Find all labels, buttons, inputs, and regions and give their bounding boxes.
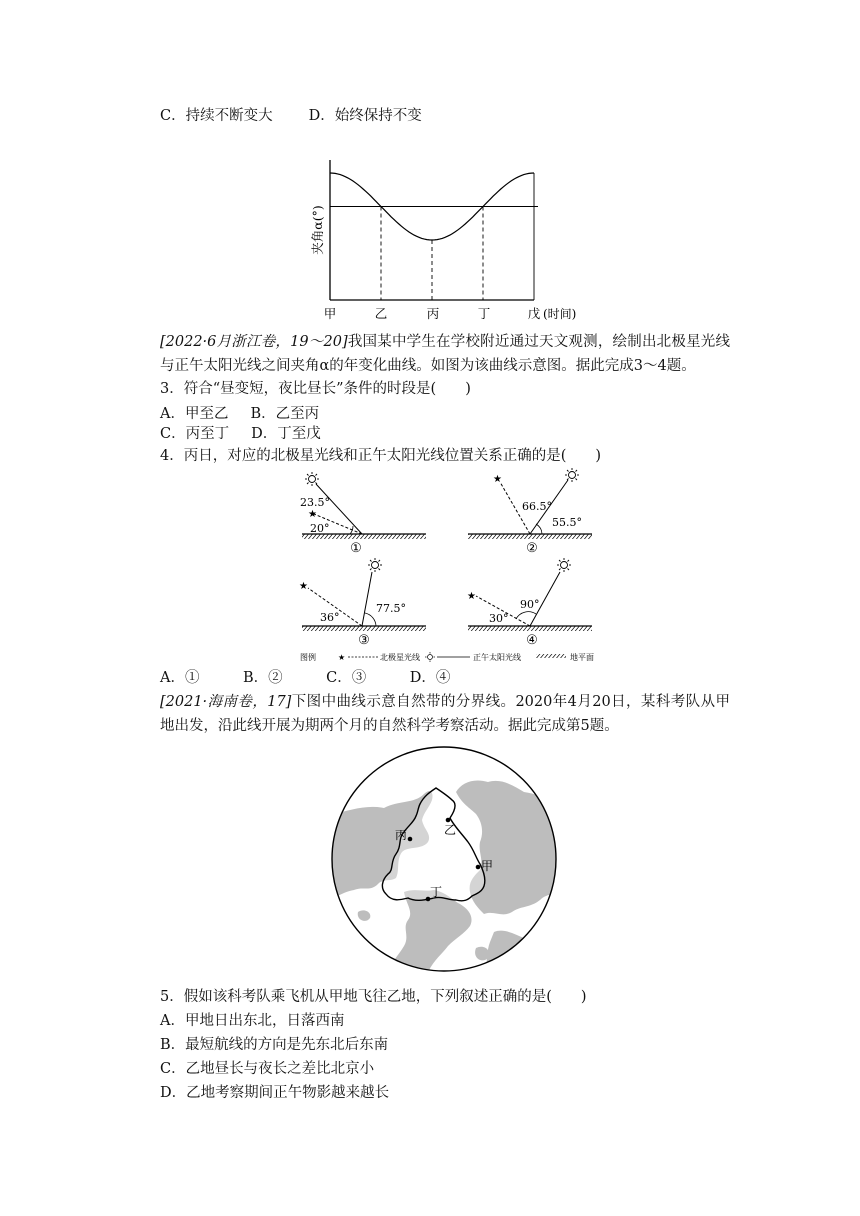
point-yi <box>446 818 451 823</box>
ground-3 <box>302 626 426 631</box>
island <box>358 910 371 920</box>
y-axis-label: 夹角α(°) <box>310 205 325 255</box>
angle-label-2a: 66.5° <box>522 500 552 513</box>
x-tick-label-0: 甲 <box>323 306 337 321</box>
q2-option-c: C．持续不断变大 <box>160 108 273 124</box>
island <box>475 947 489 961</box>
sun-icon <box>425 652 435 662</box>
star-icon: ★ <box>299 581 308 592</box>
legend <box>300 652 594 662</box>
diagram-1 <box>300 472 426 556</box>
diagram-number-4: ④ <box>526 633 538 648</box>
legend-title: 图例 <box>300 653 316 662</box>
angle-label-4b: 90° <box>520 598 540 611</box>
x-tick-label-1: 乙 <box>374 306 388 321</box>
intro-5-source: [2021·海南卷，17] <box>160 694 292 710</box>
q5-option-c: C．乙地昼长与夜长之差比北京小 <box>160 1061 375 1077</box>
star-icon: ★ <box>493 474 502 485</box>
alpha-chart <box>300 150 590 325</box>
label-yi: 乙 <box>444 823 457 837</box>
sun-ray-3 <box>362 572 372 626</box>
landmass <box>484 931 550 977</box>
diagram-4 <box>467 558 592 648</box>
legend-sun: 正午太阳光线 <box>473 653 521 662</box>
intro-3-4-source: [2022·6月浙江卷，19～20] <box>160 334 348 350</box>
diagram-3 <box>299 558 426 648</box>
intro-3-4-text: 我国某中学生在学校附近通过天文观测，绘制出北极星光线与正午太阳光线之间夹角α的年变化曲线。如图为该曲线示意图。据此完成3～4题。 <box>160 334 730 374</box>
angle-label-4a: 30° <box>489 612 509 625</box>
x-tick-label-2: 丙 <box>426 306 440 321</box>
q5-option-b: B．最短航线的方向是先东北后东南 <box>160 1037 389 1053</box>
q3-options-ab <box>160 404 319 424</box>
angle-label-3b: 77.5° <box>376 602 406 615</box>
point-jia <box>476 865 481 870</box>
point-bing <box>408 837 413 842</box>
sun-icon <box>368 558 382 572</box>
star-icon: ★ <box>308 509 317 520</box>
q3-options-cd <box>160 424 321 444</box>
ground-4 <box>468 626 592 631</box>
label-jia: 甲 <box>481 859 494 873</box>
q4-options: A．① B．② C．③ D．④ <box>160 670 451 686</box>
legend-ground: 地平面 <box>570 653 594 662</box>
q2-option-d: D．始终保持不变 <box>308 108 422 124</box>
x-tick-label-4: 戊 <box>527 306 541 321</box>
sun-icon <box>565 468 579 482</box>
q3-option-a: A．甲至乙 <box>160 406 229 422</box>
q3-option-c: C．丙至丁 <box>160 426 230 442</box>
angle-label-2b: 55.5° <box>552 516 582 529</box>
label-ding: 丁 <box>430 885 443 899</box>
q4-diagrams <box>290 468 630 664</box>
q5-option-d: D．乙地考察期间正午物影越来越长 <box>160 1085 390 1101</box>
angle-label-1b: 20° <box>310 522 330 535</box>
diagram-number-2: ② <box>526 541 538 556</box>
landmass <box>384 890 472 977</box>
q4-stem: 4．丙日，对应的北极星光线和正午太阳光线位置关系正确的是( ) <box>160 448 602 464</box>
intro-5 <box>160 690 730 738</box>
intro-3-4 <box>160 330 730 378</box>
q3-option-d: D．丁至戊 <box>251 426 321 442</box>
angle-label-1a: 23.5° <box>300 496 330 509</box>
sun-icon <box>557 558 571 572</box>
star-icon: ★ <box>338 653 346 662</box>
diagram-2 <box>468 468 592 556</box>
angle-label-3a: 36° <box>320 611 340 624</box>
ground-2 <box>468 534 592 539</box>
sun-icon <box>305 472 319 486</box>
polar-map <box>324 742 564 977</box>
legend-polaris: 北极星光线 <box>380 653 420 662</box>
q5-stem: 5．假如该科考队乘飞机从甲地飞往乙地，下列叙述正确的是( ) <box>160 989 587 1005</box>
q3-option-b: B．乙至丙 <box>250 406 320 422</box>
label-bing: 丙 <box>395 828 408 842</box>
x-tick-label-3: 丁 <box>477 306 491 321</box>
q5-option-a: A．甲地日出东北，日落西南 <box>160 1013 345 1029</box>
x-axis-unit: (时间) <box>543 307 577 321</box>
q2-options <box>160 106 422 126</box>
diagram-number-3: ③ <box>358 633 370 648</box>
q3-stem: 3．符合“昼变短，夜比昼长”条件的时段是( ) <box>160 381 471 397</box>
diagram-number-1: ① <box>350 541 362 556</box>
star-icon: ★ <box>467 591 476 602</box>
intro-5-text: 下图中曲线示意自然带的分界线。2020年4月20日，某科考队从甲地出发，沿此线开展为期两个月的自然科学考察活动。据此完成第5题。 <box>160 694 730 734</box>
